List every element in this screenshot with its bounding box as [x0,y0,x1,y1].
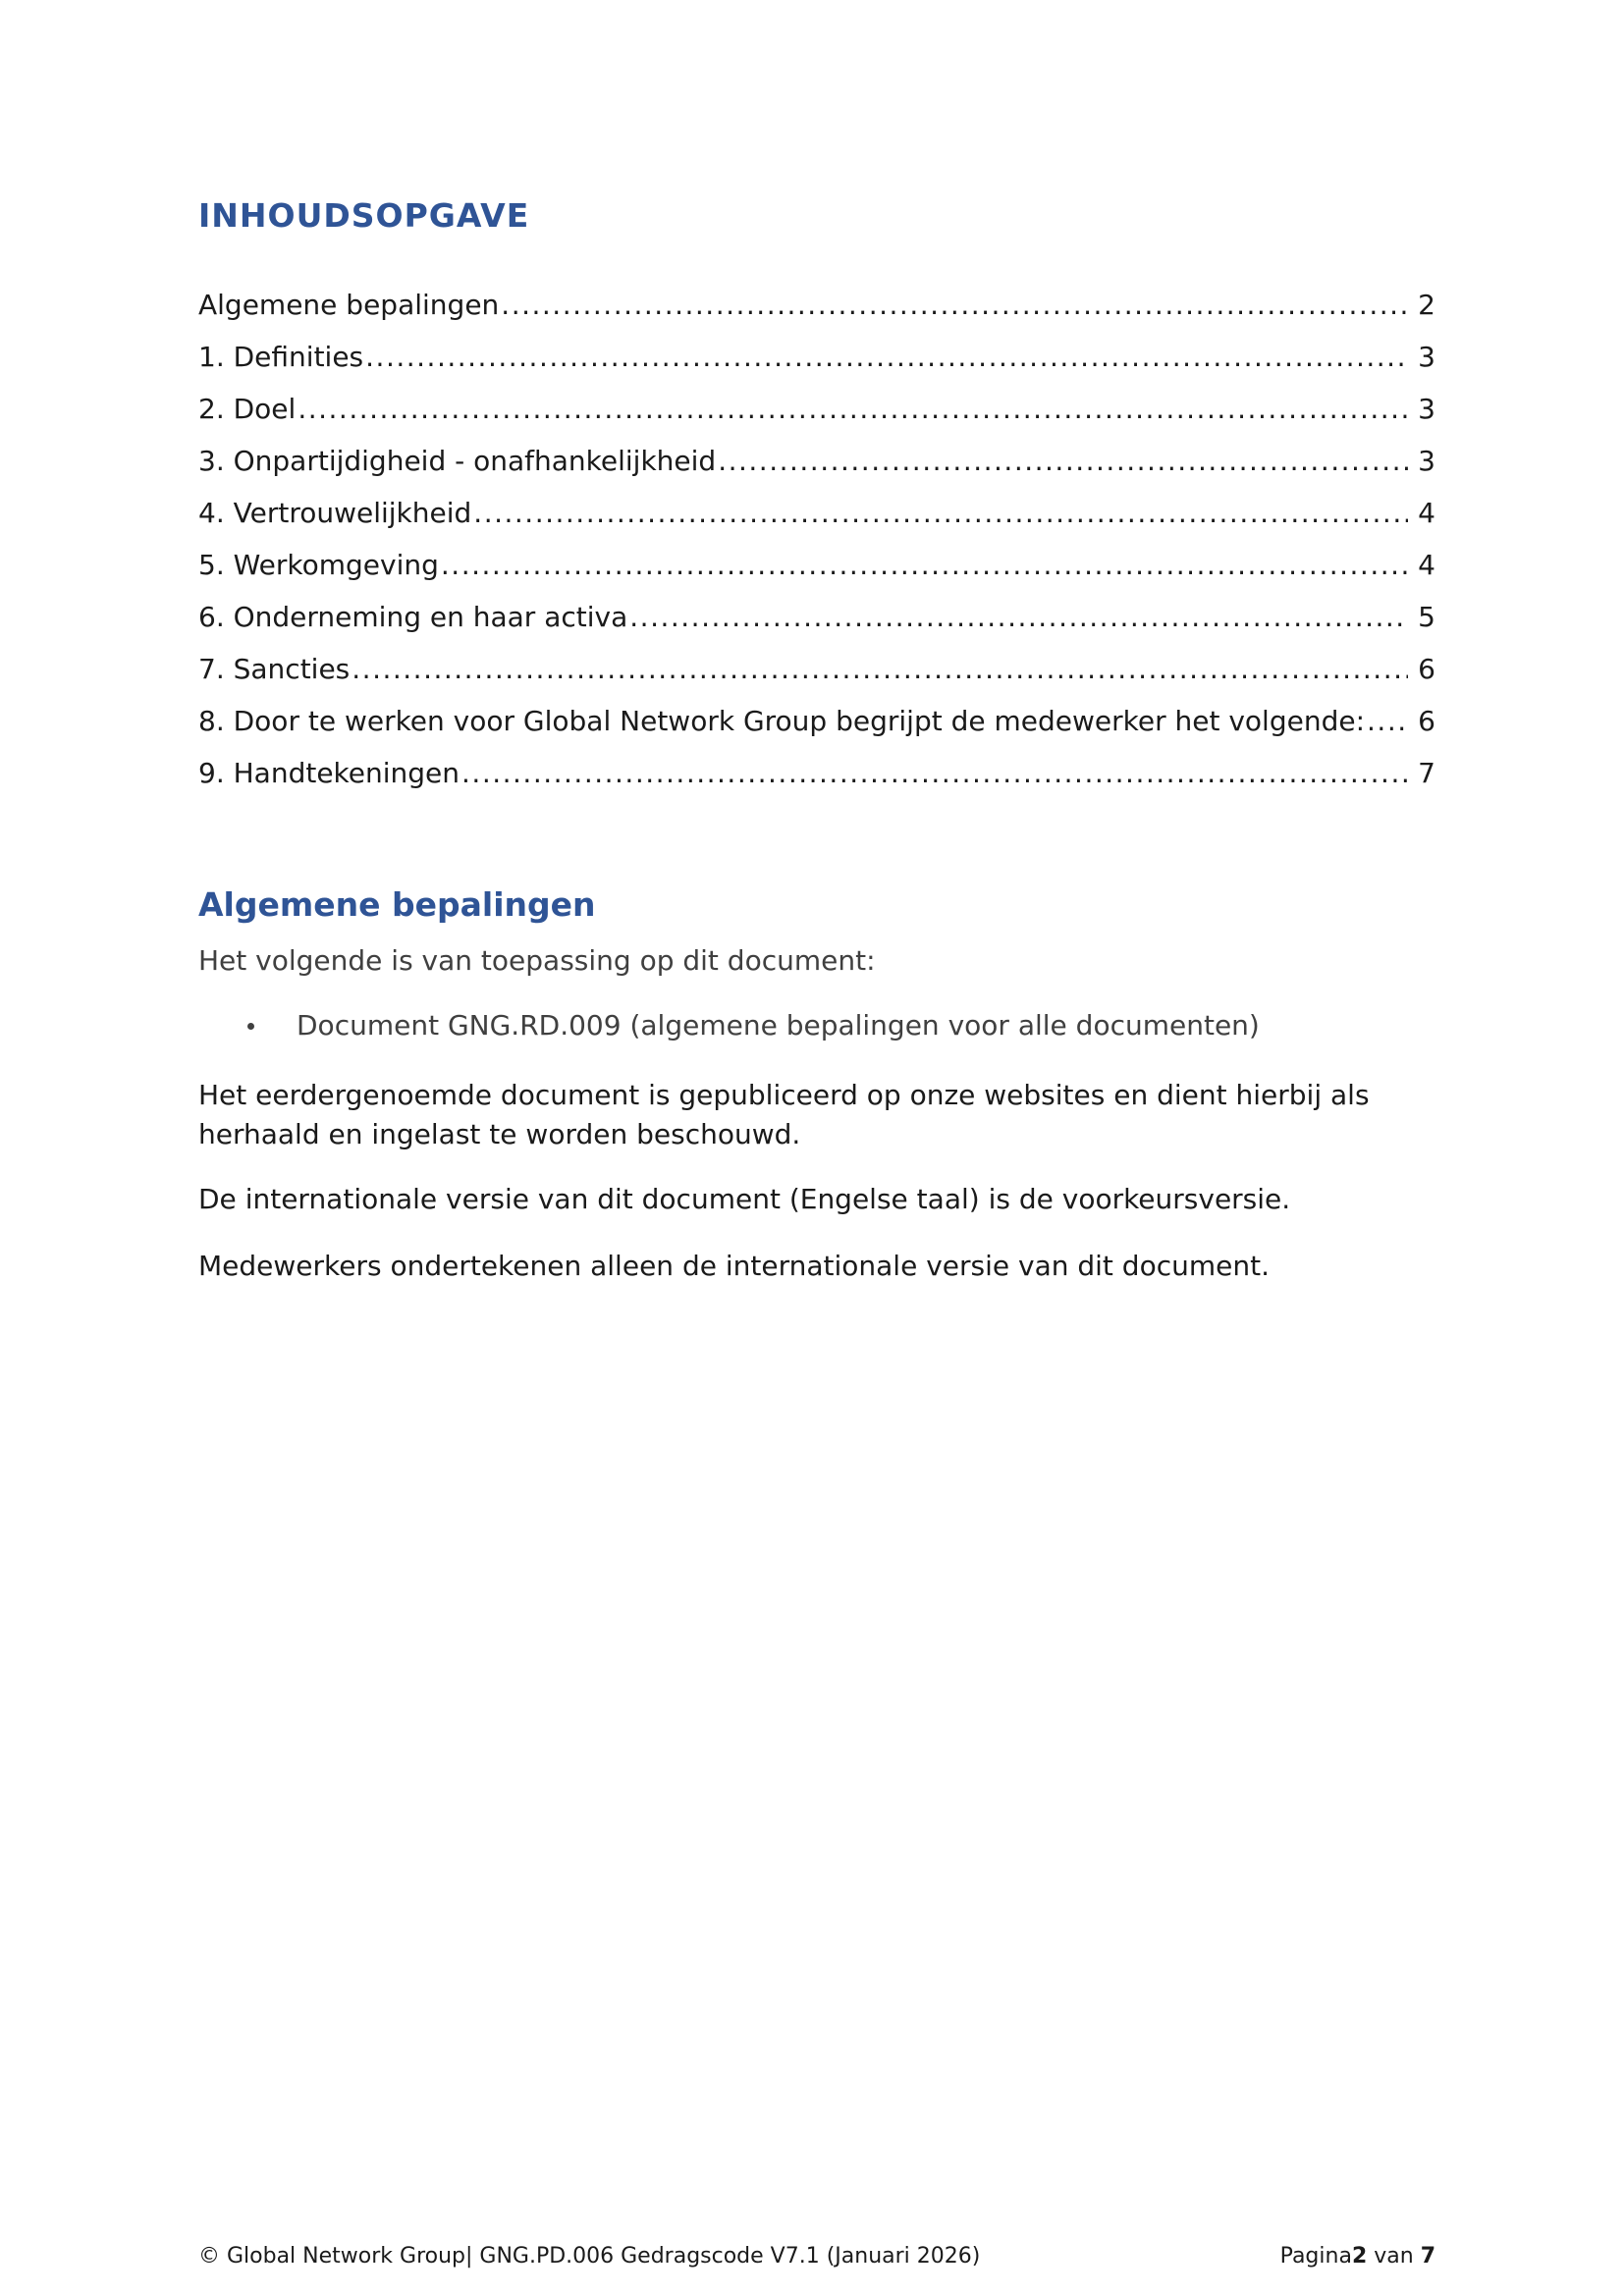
footer-page-separator: van [1367,2244,1421,2269]
toc-entry-page: 6 [1418,705,1435,737]
bullet-text: Document GNG.RD.009 (algemene bepalingen voor alle documenten) [297,1009,1260,1041]
table-of-contents [198,289,1435,809]
toc-entry[interactable] [198,653,1435,705]
toc-dot-leader [365,341,1408,373]
body-paragraph: Medewerkers ondertekenen alleen de internationale versie van dit document. [198,1250,1270,1282]
footer-document-info: © Global Network Group| GNG.PD.006 Gedragscode V7.1 (Januari 2026) [198,2244,981,2269]
toc-entry[interactable] [198,757,1435,809]
body-paragraph: Het eerdergenoemde document is gepubliceerd op onze websites en dient hierbij als herhaald en ingelast te worden beschouwd. [198,1079,1370,1150]
body-paragraph: De internationale versie van dit document (Engelse taal) is de voorkeursversie. [198,1183,1291,1215]
footer-page-prefix: Pagina [1279,2244,1352,2269]
toc-entry[interactable] [198,445,1435,497]
toc-entry-page: 4 [1418,497,1435,529]
toc-entry-page: 3 [1418,393,1435,425]
bullet-list [198,1009,1260,1041]
bullet-item [198,1009,1260,1041]
toc-entry-page: 7 [1418,757,1435,789]
toc-dot-leader [629,601,1408,633]
toc-dot-leader [352,653,1408,685]
toc-entry[interactable] [198,341,1435,393]
toc-entry-page: 6 [1418,653,1435,685]
toc-entry-label: 8. Door te werken voor Global Network Group begrijpt de medewerker het volgende: [198,705,1366,737]
toc-entry-label: 4. Vertrouwelijkheid [198,497,472,529]
toc-entry-page: 5 [1418,601,1435,633]
toc-dot-leader [501,289,1408,321]
toc-entry[interactable] [198,601,1435,653]
toc-entry-label: 5. Werkomgeving [198,549,439,581]
toc-entry-label: 7. Sancties [198,653,351,685]
toc-entry[interactable] [198,289,1435,341]
toc-entry-label: 1. Definities [198,341,364,373]
toc-entry-label: 6. Onderneming en haar activa [198,601,628,633]
bullet-dot-icon [247,1023,254,1030]
toc-entry[interactable] [198,393,1435,445]
section-intro: Het volgende is van toepassing op dit document: [198,944,876,977]
toc-entry-label: 9. Handtekeningen [198,757,460,789]
toc-entry[interactable] [198,705,1435,757]
toc-entry-page: 4 [1418,549,1435,581]
section-heading: Algemene bepalingen [198,885,596,924]
footer-page-number [1280,2244,1435,2269]
toc-entry-label: Algemene bepalingen [198,289,500,321]
toc-entry-page: 3 [1418,445,1435,477]
toc-dot-leader [441,549,1408,581]
toc-title: INHOUDSOPGAVE [198,196,530,235]
toc-entry[interactable] [198,549,1435,601]
toc-entry-page: 3 [1418,341,1435,373]
page-footer [198,2244,1435,2269]
toc-dot-leader [461,757,1408,789]
toc-dot-leader [473,497,1408,529]
toc-dot-leader [1367,705,1408,737]
toc-entry[interactable] [198,497,1435,549]
toc-entry-page: 2 [1418,289,1435,321]
toc-entry-label: 2. Doel [198,393,297,425]
toc-dot-leader [298,393,1408,425]
footer-page-total: 7 [1420,2244,1435,2269]
toc-dot-leader [718,445,1408,477]
toc-entry-label: 3. Onpartijdigheid - onafhankelijkheid [198,445,717,477]
footer-page-current: 2 [1351,2244,1368,2269]
